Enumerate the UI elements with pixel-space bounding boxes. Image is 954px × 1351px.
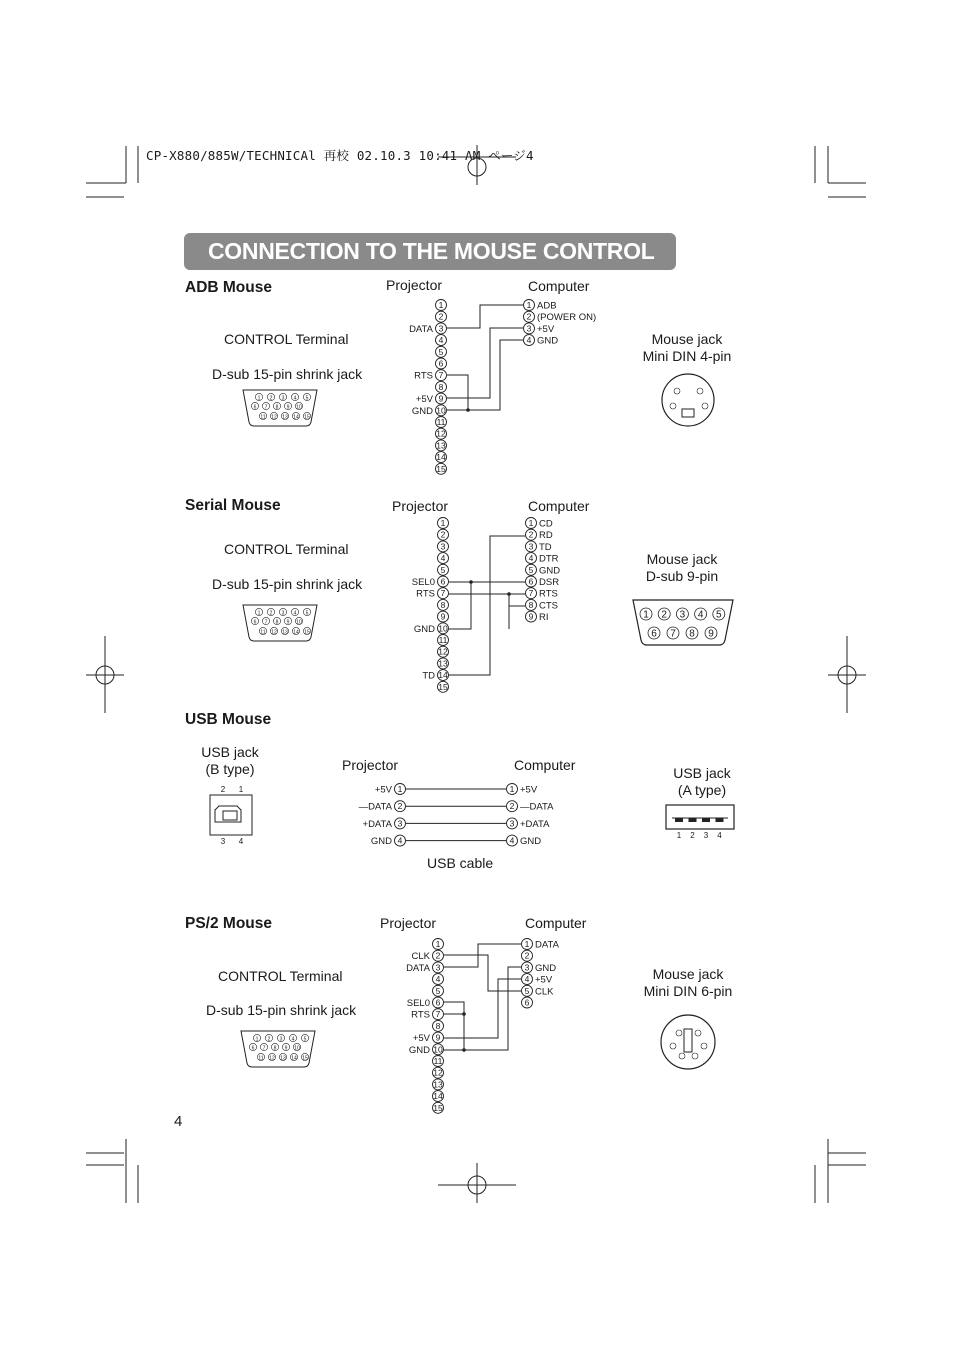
ps2-computer-pin-number: 3 bbox=[524, 962, 530, 973]
serial-section-title: Serial Mouse bbox=[185, 497, 281, 514]
adb-projector-pin-label: +5V bbox=[415, 394, 433, 406]
adb-projector-pin-number: 13 bbox=[436, 440, 446, 451]
usb-b-type-jack bbox=[210, 785, 252, 846]
wire-junction bbox=[462, 1048, 466, 1052]
serial-dsub15-connector bbox=[243, 605, 317, 641]
adb-projector-pin-number: 7 bbox=[438, 370, 444, 381]
ps2-terminal-label: CONTROL Terminal bbox=[218, 968, 343, 984]
ps2-jack-pin bbox=[676, 1030, 682, 1036]
serial-dsub9-pin-number: 2 bbox=[661, 609, 667, 621]
usb-a-jack-pin-number: 2 bbox=[690, 831, 695, 840]
usb-projector-pin-number: 1 bbox=[397, 784, 403, 794]
ps2-computer-pin-number: 6 bbox=[524, 997, 530, 1008]
adb-jack-pin bbox=[670, 403, 676, 409]
usb-section-title: USB Mouse bbox=[185, 711, 272, 728]
serial-dsub9-pin-number: 4 bbox=[697, 609, 704, 621]
usb-computer-label: Computer bbox=[514, 757, 576, 773]
ps2-dsub15-pin-number: 6 bbox=[251, 1045, 255, 1052]
ps2-jack-pin bbox=[670, 1043, 676, 1049]
ps2-jack-pin bbox=[692, 1053, 698, 1059]
ps2-projector-pin-label: SEL0 bbox=[406, 998, 430, 1009]
ps2-projector-pin-number: 6 bbox=[435, 997, 441, 1008]
ps2-mouse-jack-line2: Mini DIN 6-pin bbox=[643, 983, 733, 999]
serial-projector-pin-number: 4 bbox=[440, 553, 446, 564]
ps2-projector-pin-label: +5V bbox=[412, 1033, 430, 1045]
serial-computer-pin-number: 8 bbox=[528, 599, 534, 610]
wire-junction bbox=[469, 580, 473, 584]
serial-projector-pin-number: 3 bbox=[440, 541, 446, 552]
adb-dsub15-pin-number: 13 bbox=[282, 414, 288, 421]
ps2-projector-pin-number: 4 bbox=[435, 974, 441, 985]
usb-computer-pin-label: +DATA bbox=[520, 818, 550, 830]
adb-projector-pin-number: 2 bbox=[438, 311, 444, 322]
dsub-15-connectors bbox=[238, 390, 317, 1067]
adb-projector-pin-number: 4 bbox=[438, 335, 444, 346]
serial-dsub9-pin-number: 8 bbox=[689, 628, 695, 640]
ps2-dsub15-pin-number: 9 bbox=[284, 1045, 288, 1052]
ps2-dsub15-pin-number: 14 bbox=[291, 1055, 297, 1062]
ps2-projector-label: Projector bbox=[380, 915, 437, 931]
adb-computer-pin-label: +5V bbox=[537, 323, 555, 335]
usb-computer-pin-number: 1 bbox=[509, 784, 515, 794]
adb-projector-pin-number: 8 bbox=[438, 381, 444, 392]
wire bbox=[444, 955, 521, 991]
adb-dsub15-pin-number: 7 bbox=[264, 404, 268, 411]
ps2-computer-pin-number: 1 bbox=[524, 939, 530, 949]
adb-computer-pin-label: (POWER ON) bbox=[537, 312, 597, 324]
adb-dsub15-pin-number: 5 bbox=[305, 395, 309, 402]
adb-jack-pin bbox=[674, 388, 680, 394]
adb-computer-pin-number: 2 bbox=[526, 311, 532, 322]
usb-a-jack-contact bbox=[689, 818, 697, 822]
serial-dsub9-pin-number: 5 bbox=[716, 609, 722, 621]
adb-projector-pin-number: 10 bbox=[436, 405, 446, 416]
adb-projector-pin-number: 14 bbox=[436, 452, 446, 463]
adb-dsub15-pin-number: 15 bbox=[304, 414, 310, 421]
ps2-projector-pin-number: 10 bbox=[433, 1044, 443, 1055]
adb-projector-pin-number: 15 bbox=[436, 463, 446, 474]
adb-dsub15-pin-number: 3 bbox=[281, 395, 285, 402]
serial-projector-pin-number: 2 bbox=[440, 529, 446, 540]
serial-computer-pin-label: RTS bbox=[539, 588, 558, 600]
pin-columns bbox=[359, 300, 597, 1114]
serial-projector-label: Projector bbox=[392, 498, 449, 514]
wire bbox=[444, 1002, 464, 1050]
ps2-mini-din-6-jack bbox=[661, 1015, 715, 1069]
adb-jack-pin bbox=[702, 403, 708, 409]
serial-dsub9-shell bbox=[633, 600, 733, 645]
serial-projector-pin-number: 5 bbox=[440, 564, 446, 575]
serial-dsub-9-jack bbox=[633, 600, 733, 645]
adb-section-title: ADB Mouse bbox=[185, 279, 272, 296]
ps2-dsub15-pin-number: 12 bbox=[269, 1055, 275, 1062]
serial-projector-pin-number: 15 bbox=[438, 681, 448, 692]
serial-computer-pin-label: CTS bbox=[539, 600, 558, 612]
serial-computer-pin-number: 9 bbox=[528, 611, 534, 622]
serial-projector-pin-label: GND bbox=[413, 623, 435, 635]
usb-computer-pin-number: 3 bbox=[509, 818, 515, 829]
serial-dsub15-pin-number: 12 bbox=[271, 629, 277, 636]
usb-a-jack-pin-number: 3 bbox=[703, 831, 709, 840]
adb-dsub15-pin-number: 1 bbox=[257, 395, 261, 402]
adb-mini-din-4-jack bbox=[662, 374, 714, 426]
adb-projector-pin-number: 9 bbox=[438, 393, 444, 404]
wire bbox=[447, 305, 523, 328]
ps2-dsub15-pin-number: 3 bbox=[279, 1036, 283, 1043]
usb-a-jack-line1: USB jack bbox=[673, 765, 731, 781]
adb-dsub15-pin-number: 4 bbox=[293, 395, 297, 402]
usb-projector-pin-label: +5V bbox=[374, 784, 392, 796]
adb-terminal-label: CONTROL Terminal bbox=[224, 331, 349, 347]
ps2-projector-pin-number: 11 bbox=[433, 1056, 443, 1066]
adb-jack-pin bbox=[697, 388, 703, 394]
ps2-jack-key bbox=[684, 1029, 692, 1052]
usb-cable-label: USB cable bbox=[427, 855, 494, 871]
ps2-dsub15-pin-number: 8 bbox=[273, 1045, 277, 1052]
ps2-jack-pin bbox=[701, 1043, 707, 1049]
usb-projector-label: Projector bbox=[342, 757, 399, 773]
wire-junction bbox=[462, 1012, 466, 1016]
ps2-jack-pin bbox=[695, 1030, 701, 1036]
ps2-dsub15-pin-number: 11 bbox=[258, 1055, 264, 1062]
ps2-dsub15-pin-number: 10 bbox=[294, 1045, 300, 1052]
adb-dsub15-pin-number: 10 bbox=[296, 404, 302, 411]
serial-computer-pin-number: 3 bbox=[528, 541, 534, 552]
ps2-projector-pin-number: 1 bbox=[435, 939, 441, 949]
adb-projector-pin-number: 12 bbox=[436, 428, 446, 439]
usb-projector-pin-label: GND bbox=[370, 836, 392, 848]
ps2-computer-label: Computer bbox=[525, 915, 587, 931]
adb-dsub15-pin-number: 12 bbox=[271, 414, 277, 421]
ps2-projector-pin-label: CLK bbox=[411, 951, 430, 963]
serial-projector-pin-number: 9 bbox=[440, 611, 446, 622]
adb-projector-pin-number: 11 bbox=[436, 417, 446, 427]
print-header-line: CP-X880/885W/TECHNICAl 再校 02.10.3 10:41 AM ページ4 bbox=[146, 148, 534, 163]
adb-dsub15-pin-number: 6 bbox=[253, 404, 257, 411]
adb-projector-pin-number: 5 bbox=[438, 346, 444, 357]
adb-projector-pin-number: 3 bbox=[438, 323, 444, 334]
ps2-projector-pin-number: 15 bbox=[433, 1102, 443, 1113]
adb-projector-pin-label: DATA bbox=[409, 323, 433, 335]
usb-a-jack-contact bbox=[702, 818, 710, 822]
ps2-computer-pin-number: 5 bbox=[524, 985, 530, 996]
ps2-jack-label: D-sub 15-pin shrink jack bbox=[206, 1002, 357, 1018]
serial-projector-pin-number: 10 bbox=[438, 623, 448, 634]
adb-projector-pin-number: 6 bbox=[438, 358, 444, 369]
serial-dsub15-pin-number: 8 bbox=[275, 619, 279, 626]
serial-computer-pin-number: 6 bbox=[528, 576, 534, 587]
adb-dsub15-connector bbox=[243, 390, 317, 426]
ps2-projector-pin-number: 7 bbox=[435, 1009, 441, 1020]
ps2-dsub15-pin-number: 15 bbox=[302, 1055, 308, 1062]
ps2-projector-pin-number: 13 bbox=[433, 1079, 443, 1090]
serial-computer-pin-number: 4 bbox=[528, 553, 534, 564]
usb-b-jack-pin-number: 2 bbox=[220, 785, 226, 794]
ps2-projector-pin-number: 3 bbox=[435, 962, 441, 973]
adb-mouse-jack-line2: Mini DIN 4-pin bbox=[642, 348, 732, 364]
serial-dsub9-pin-number: 1 bbox=[643, 609, 649, 621]
usb-a-type-jack bbox=[666, 805, 734, 840]
serial-projector-pin-label: TD bbox=[422, 670, 435, 682]
serial-projector-pin-number: 13 bbox=[438, 658, 448, 669]
adb-computer-pin-label: ADB bbox=[537, 300, 557, 312]
serial-computer-pin-number: 2 bbox=[528, 529, 534, 540]
adb-projector-pin-label: RTS bbox=[414, 370, 433, 382]
wire bbox=[447, 375, 468, 410]
ps2-section-title: PS/2 Mouse bbox=[185, 915, 272, 932]
ps2-projector-pin-number: 5 bbox=[435, 985, 441, 996]
usb-computer-pin-label: +5V bbox=[520, 784, 538, 796]
ps2-dsub15-pin-number: 13 bbox=[280, 1055, 286, 1062]
serial-dsub9-pin-number: 3 bbox=[679, 609, 686, 621]
usb-projector-pin-label: +DATA bbox=[362, 818, 392, 830]
ps2-projector-pin-label: GND bbox=[408, 1044, 430, 1056]
ps2-dsub15-pin-number: 7 bbox=[262, 1045, 266, 1052]
usb-projector-pin-number: 2 bbox=[397, 801, 403, 812]
serial-computer-pin-label: CD bbox=[539, 518, 553, 530]
ps2-projector-pin-label: DATA bbox=[406, 962, 430, 974]
serial-computer-pin-label: DTR bbox=[539, 553, 559, 565]
serial-dsub15-pin-number: 2 bbox=[269, 610, 273, 617]
ps2-dsub15-connector bbox=[241, 1031, 315, 1067]
ps2-dsub15-pin-number: 5 bbox=[303, 1036, 307, 1043]
serial-dsub15-pin-number: 4 bbox=[293, 610, 297, 617]
serial-dsub15-pin-number: 3 bbox=[281, 610, 285, 617]
usb-a-jack-line2: (A type) bbox=[677, 782, 727, 798]
serial-jack-label: D-sub 15-pin shrink jack bbox=[212, 576, 363, 592]
wire-junction bbox=[466, 408, 470, 412]
serial-computer-pin-label: RD bbox=[539, 530, 553, 542]
serial-dsub15-pin-number: 9 bbox=[286, 619, 290, 626]
wire bbox=[449, 582, 471, 629]
serial-dsub15-pin-number: 13 bbox=[282, 629, 288, 636]
print-crop-marks bbox=[86, 145, 866, 1203]
serial-projector-pin-number: 7 bbox=[440, 588, 446, 599]
adb-projector-pin-label: GND bbox=[411, 405, 433, 417]
usb-b-jack-pin-number: 4 bbox=[238, 837, 244, 846]
adb-projector-label: Projector bbox=[386, 277, 443, 293]
ps2-computer-pin-label: +5V bbox=[535, 974, 553, 986]
serial-computer-pin-label: RI bbox=[539, 612, 549, 624]
usb-a-jack-pin-number: 4 bbox=[717, 831, 722, 840]
serial-computer-pin-label: DSR bbox=[539, 577, 560, 588]
usb-a-jack-contact bbox=[716, 818, 724, 822]
adb-computer-pin-number: 4 bbox=[526, 335, 532, 346]
wire bbox=[444, 979, 521, 1038]
ps2-computer-pin-number: 2 bbox=[524, 950, 530, 961]
ps2-dsub15-pin-number: 1 bbox=[255, 1036, 259, 1043]
ps2-projector-pin-number: 14 bbox=[433, 1091, 443, 1102]
serial-dsub15-pin-number: 6 bbox=[253, 619, 257, 626]
usb-computer-pin-number: 4 bbox=[509, 835, 515, 846]
ps2-projector-pin-number: 9 bbox=[435, 1032, 441, 1043]
wire-junction bbox=[507, 592, 511, 596]
serial-computer-pin-number: 5 bbox=[528, 564, 534, 575]
serial-computer-pin-number: 7 bbox=[528, 588, 534, 599]
usb-computer-pin-number: 2 bbox=[509, 801, 515, 812]
usb-projector-pin-label: —DATA bbox=[358, 801, 392, 813]
serial-computer-pin-label: GND bbox=[539, 565, 561, 577]
ps2-computer-pin-label: GND bbox=[535, 962, 557, 974]
adb-projector-pin-number: 1 bbox=[438, 300, 444, 310]
serial-dsub15-pin-number: 11 bbox=[260, 629, 266, 636]
adb-dsub15-pin-number: 9 bbox=[286, 404, 290, 411]
usb-b-jack-pin-number: 1 bbox=[238, 785, 244, 794]
adb-mouse-jack-line1: Mouse jack bbox=[651, 331, 723, 347]
serial-dsub15-pin-number: 7 bbox=[264, 619, 268, 626]
serial-mouse-jack-line2: D-sub 9-pin bbox=[645, 568, 719, 584]
adb-jack-outline bbox=[662, 374, 714, 426]
serial-projector-pin-number: 1 bbox=[440, 518, 446, 528]
serial-projector-pin-number: 14 bbox=[438, 670, 448, 681]
ps2-mouse-jack-line1: Mouse jack bbox=[652, 966, 724, 982]
serial-projector-pin-number: 12 bbox=[438, 646, 448, 657]
usb-a-jack-outline bbox=[666, 805, 734, 829]
usb-b-jack-tongue bbox=[223, 811, 237, 820]
mouse-jack-drawings bbox=[210, 374, 734, 1069]
wire bbox=[447, 328, 523, 398]
serial-dsub15-pin-number: 10 bbox=[296, 619, 302, 626]
ps2-projector-pin-number: 2 bbox=[435, 950, 441, 961]
serial-projector-pin-number: 8 bbox=[440, 599, 446, 610]
serial-mouse-jack-line1: Mouse jack bbox=[646, 551, 718, 567]
ps2-dsub15-pin-number: 2 bbox=[267, 1036, 271, 1043]
page-number: 4 bbox=[174, 1113, 183, 1130]
usb-b-jack-line1: USB jack bbox=[201, 744, 259, 760]
serial-computer-pin-number: 1 bbox=[528, 518, 534, 528]
serial-dsub15-pin-number: 15 bbox=[304, 629, 310, 636]
adb-jack-key bbox=[682, 409, 694, 417]
ps2-dsub15-pin-number: 4 bbox=[291, 1036, 295, 1043]
serial-projector-pin-label: RTS bbox=[416, 588, 435, 600]
serial-projector-pin-number: 11 bbox=[438, 635, 448, 645]
adb-dsub15-pin-number: 8 bbox=[275, 404, 279, 411]
usb-computer-pin-label: —DATA bbox=[520, 801, 554, 813]
adb-computer-pin-label: GND bbox=[537, 335, 559, 347]
serial-computer-label: Computer bbox=[528, 498, 590, 514]
ps2-projector-pin-number: 12 bbox=[433, 1067, 443, 1078]
adb-computer-pin-number: 3 bbox=[526, 323, 532, 334]
usb-b-jack-line2: (B type) bbox=[205, 761, 255, 777]
usb-computer-pin-label: GND bbox=[520, 836, 542, 848]
ps2-computer-pin-label: DATA bbox=[535, 939, 559, 951]
wire bbox=[509, 594, 525, 629]
adb-computer-label: Computer bbox=[528, 278, 590, 294]
usb-projector-pin-number: 4 bbox=[397, 835, 403, 846]
usb-a-jack-contact bbox=[675, 818, 683, 822]
ps2-projector-pin-number: 8 bbox=[435, 1020, 441, 1031]
serial-dsub15-pin-number: 14 bbox=[293, 629, 299, 636]
ps2-projector-pin-label: RTS bbox=[411, 1009, 430, 1021]
adb-dsub15-pin-number: 2 bbox=[269, 395, 273, 402]
serial-projector-pin-label: SEL0 bbox=[411, 577, 435, 588]
serial-projector-pin-number: 6 bbox=[440, 576, 446, 587]
ps2-computer-pin-number: 4 bbox=[524, 974, 530, 985]
serial-computer-pin-label: TD bbox=[539, 541, 552, 553]
serial-dsub9-pin-number: 6 bbox=[651, 628, 657, 640]
serial-dsub15-pin-number: 1 bbox=[257, 610, 261, 617]
serial-dsub9-pin-number: 7 bbox=[670, 628, 676, 640]
adb-dsub15-pin-number: 11 bbox=[260, 414, 266, 421]
page-title: CONNECTION TO THE MOUSE CONTROL bbox=[208, 238, 655, 264]
usb-b-jack-pin-number: 3 bbox=[220, 837, 226, 846]
ps2-jack-pin bbox=[679, 1053, 685, 1059]
ps2-computer-pin-label: CLK bbox=[535, 986, 554, 998]
adb-dsub15-pin-number: 14 bbox=[293, 414, 299, 421]
adb-computer-pin-number: 1 bbox=[526, 300, 532, 310]
serial-terminal-label: CONTROL Terminal bbox=[224, 541, 349, 557]
adb-jack-label: D-sub 15-pin shrink jack bbox=[212, 366, 363, 382]
serial-dsub15-pin-number: 5 bbox=[305, 610, 309, 617]
serial-dsub9-pin-number: 9 bbox=[708, 628, 714, 640]
usb-projector-pin-number: 3 bbox=[397, 818, 403, 829]
usb-a-jack-pin-number: 1 bbox=[676, 831, 682, 840]
